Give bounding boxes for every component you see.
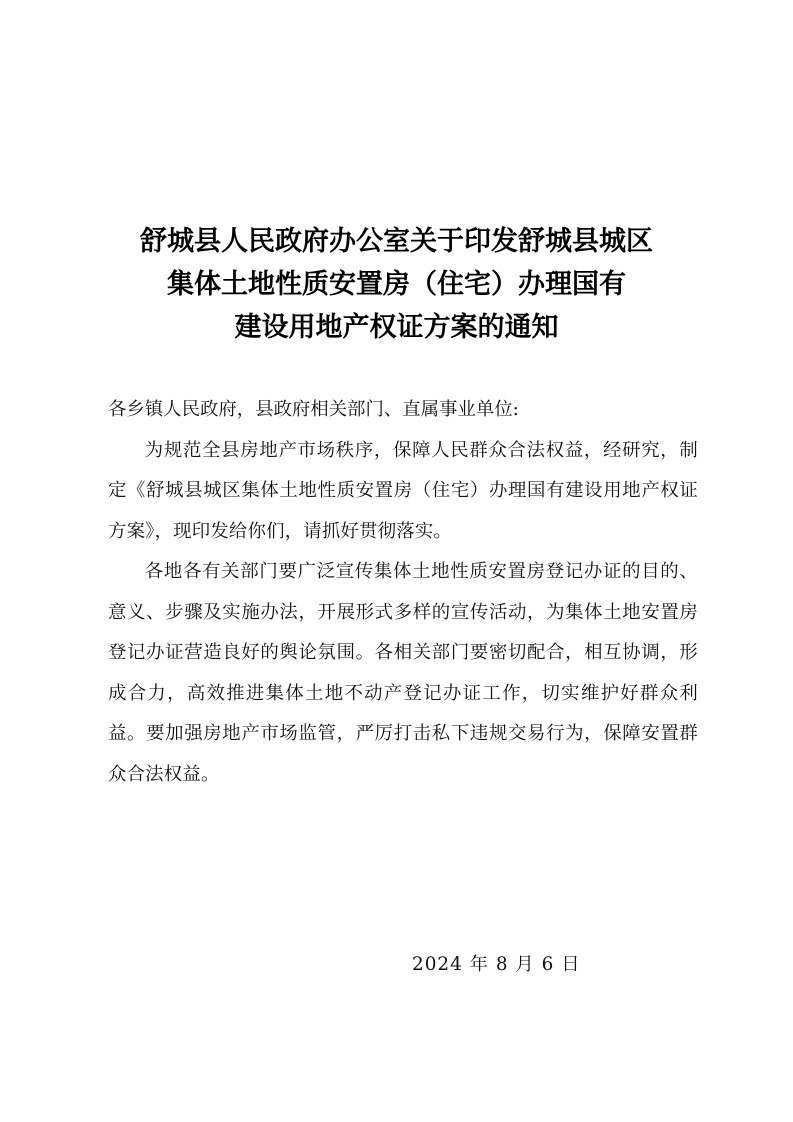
- salutation: 各乡镇人民政府，县政府相关部门、直属事业单位:: [108, 399, 519, 420]
- document-body: [108, 390, 698, 795]
- title-line-3: 建设用地产权证方案的通知: [234, 312, 559, 343]
- title-line-2: 集体土地性质安置房（住宅）办理国有: [167, 269, 626, 300]
- paragraph-2: 各地各有关部门要广泛宣传集体土地性质安置房登记办证的目的、意义、步骤及实施办法，开展形式多样的宣传活动，为集体土地安置房登记办证营造良好的舆论氛围。各相关部门要密切配合，相互协调，形成合力，高效推进集体土地不动产登记办证工作，切实维护好群众利益。要加强房地产市场监管，严厉打击私下违规交易行为，保障安置群众合法权益。: [108, 561, 698, 785]
- issue-date: 2024 年 8 月 6 日: [412, 954, 581, 975]
- document-title: [60, 220, 733, 349]
- paragraph-1: 为规范全县房地产市场秩序，保障人民群众合法权益，经研究，制定《舒城县城区集体土地性质安置房（住宅）办理国有建设用地产权证方案》，现印发给你们，请抓好贯彻落实。: [108, 439, 698, 542]
- title-line-1: 舒城县人民政府办公室关于印发舒城县城区: [140, 226, 653, 257]
